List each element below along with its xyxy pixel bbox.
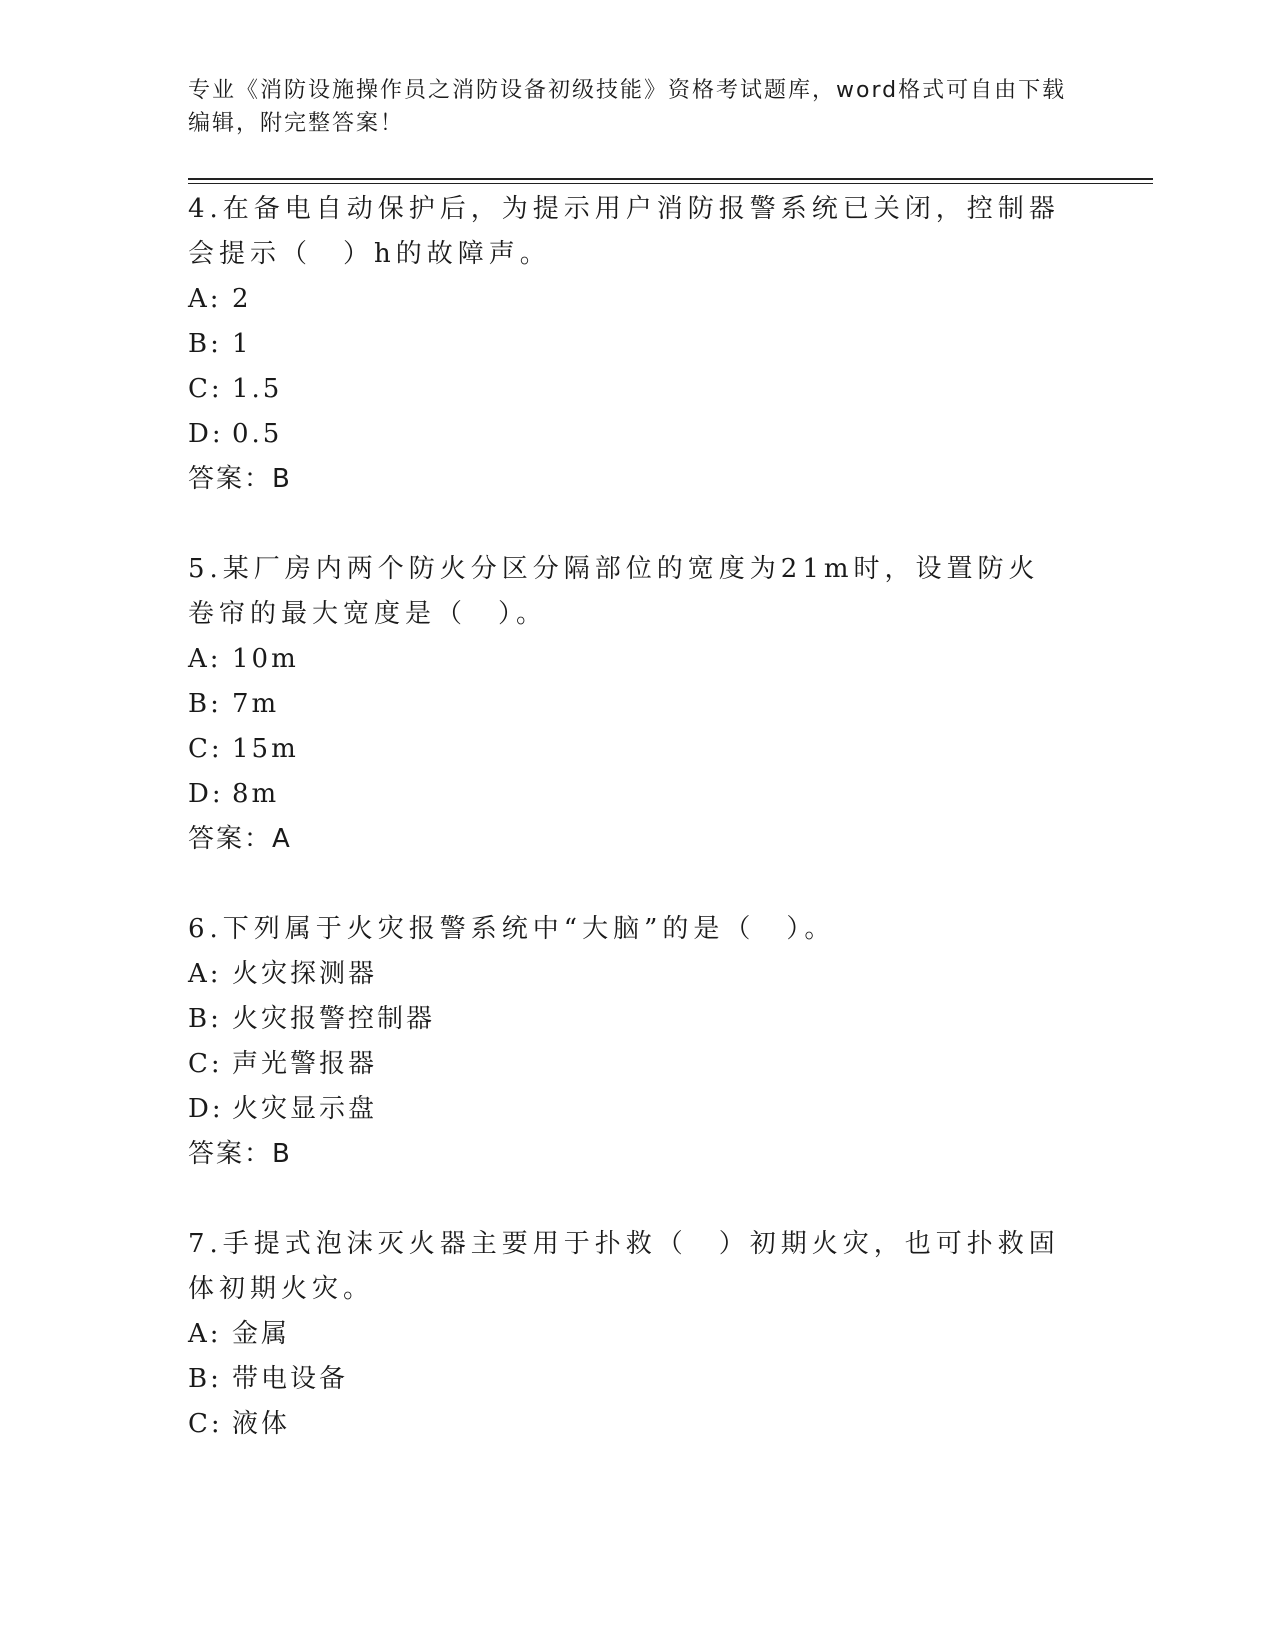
option-key: A:	[188, 284, 222, 314]
answer-label: 答案：B	[188, 1139, 292, 1169]
question-6	[188, 907, 1068, 1177]
option-value: 液体	[232, 1409, 291, 1439]
option-a	[188, 637, 1068, 682]
option-value: 带电设备	[232, 1364, 349, 1394]
answer-label: 答案：A	[188, 824, 292, 854]
option-value: 火灾探测器	[232, 959, 378, 989]
option-key: D:	[188, 779, 224, 809]
question-4	[188, 187, 1068, 502]
option-value: 0.5	[232, 419, 283, 449]
option-key: B:	[188, 689, 222, 719]
option-d	[188, 412, 1068, 457]
option-key: D:	[188, 419, 224, 449]
option-key: B:	[188, 1364, 222, 1394]
option-a	[188, 277, 1068, 322]
option-a	[188, 952, 1068, 997]
question-text: 5.某厂房内两个防火分区分隔部位的宽度为21m时，设置防火卷帘的最大宽度是（ ）。	[188, 554, 1040, 629]
option-key: B:	[188, 1004, 222, 1034]
question-text: 4.在备电自动保护后，为提示用户消防报警系统已关闭，控制器会提示（ ）h的故障声。	[188, 194, 1060, 269]
option-value: 10m	[232, 644, 299, 674]
option-value: 2	[232, 284, 252, 314]
option-d	[188, 772, 1068, 817]
question-text: 6.下列属于火灾报警系统中“大脑”的是（ ）。	[188, 914, 836, 944]
option-key: C:	[188, 1049, 223, 1079]
header-divider-thin	[188, 183, 1153, 184]
option-value: 金属	[232, 1319, 291, 1349]
option-value: 声光警报器	[232, 1049, 378, 1079]
option-key: A:	[188, 959, 222, 989]
option-key: A:	[188, 1319, 222, 1349]
option-value: 火灾报警控制器	[232, 1004, 436, 1034]
header-divider-thick	[188, 178, 1153, 180]
option-value: 1	[232, 329, 252, 359]
option-value: 火灾显示盘	[232, 1094, 378, 1124]
option-value: 1.5	[232, 374, 283, 404]
document-intro: 专业《消防设施操作员之消防设备初级技能》资格考试题库，word格式可自由下载编辑，附完整答案！	[188, 78, 1067, 136]
option-value: 8m	[232, 779, 280, 809]
option-c	[188, 367, 1068, 412]
question-7	[188, 1222, 1068, 1447]
option-b	[188, 682, 1068, 727]
option-value: 15m	[232, 734, 299, 764]
option-a	[188, 1312, 1068, 1357]
question-text: 7.手提式泡沫灭火器主要用于扑救（ ）初期火灾，也可扑救固体初期火灾。	[188, 1229, 1060, 1304]
option-c	[188, 1402, 1068, 1447]
option-key: C:	[188, 374, 223, 404]
option-c	[188, 1042, 1068, 1087]
option-key: A:	[188, 644, 222, 674]
option-key: D:	[188, 1094, 224, 1124]
option-d	[188, 1087, 1068, 1132]
option-value: 7m	[232, 689, 280, 719]
answer-label: 答案：B	[188, 464, 292, 494]
question-5	[188, 547, 1068, 862]
option-key: C:	[188, 1409, 223, 1439]
option-b	[188, 322, 1068, 367]
option-c	[188, 727, 1068, 772]
option-b	[188, 997, 1068, 1042]
option-b	[188, 1357, 1068, 1402]
option-key: B:	[188, 329, 222, 359]
option-key: C:	[188, 734, 223, 764]
